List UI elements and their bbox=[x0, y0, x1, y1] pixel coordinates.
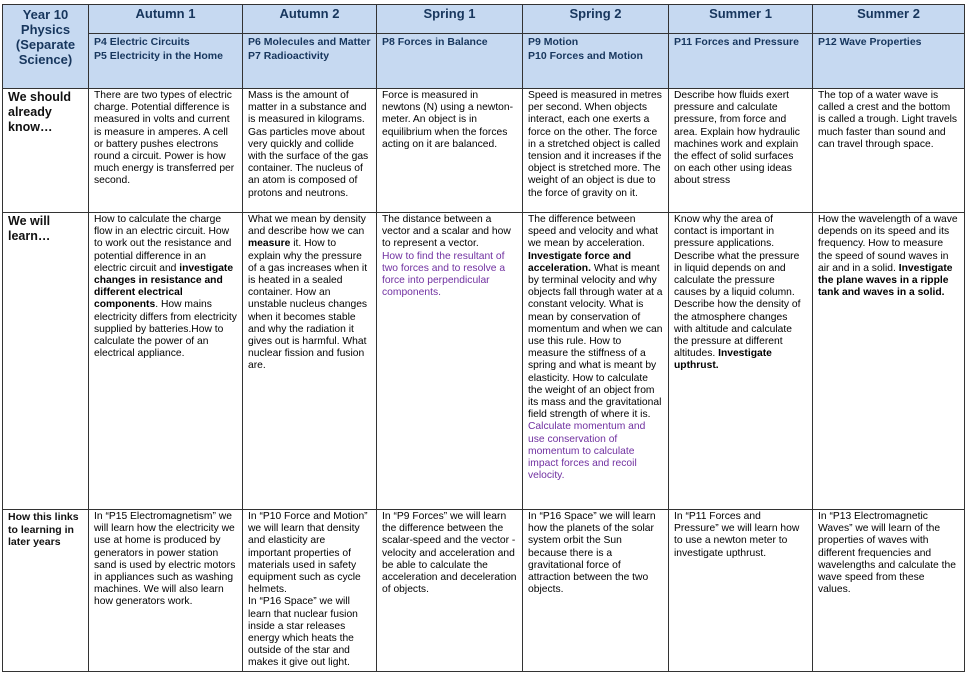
learn-text: The distance between a vector and a scalar and how to represent a vector. bbox=[382, 214, 511, 250]
topics-spring-1 bbox=[377, 34, 523, 89]
learn-text: The difference between speed and velocity and what we mean by acceleration. bbox=[528, 214, 658, 250]
know-cell: Force is measured in newtons (N) using a newton-meter. An object is in equilibrium when the forces acting on it are balanced. bbox=[377, 89, 523, 213]
curriculum-table bbox=[2, 4, 965, 672]
practical-text: Investigate upthrust. bbox=[674, 348, 772, 372]
learn-text: Know why the area of contact is important in pressure applications. Describe what the pressure in liquid depends on and calculate the pressure causes by a liquid column. Describe how the density of the atmosphere changes with altitude and calculate the pressure at different altitudes. bbox=[674, 214, 801, 360]
topics-summer-1 bbox=[669, 34, 813, 89]
learn-text: How the wavelength of a wave depends on its speed and its frequency. How to measure the speed of sound waves in air and in a solid. bbox=[818, 214, 958, 274]
term-autumn-1: Autumn 1 bbox=[89, 5, 243, 34]
learn-cell bbox=[243, 213, 377, 510]
links-text: In “P16 Space” we will learn that nuclear fusion inside a star releases energy which heats the outside of the star and makes it give out light. bbox=[248, 596, 358, 669]
row-label-learn: We will learn… bbox=[3, 213, 89, 510]
links-cell bbox=[243, 510, 377, 672]
term-spring-2: Spring 2 bbox=[523, 5, 669, 34]
links-cell: In “P11 Forces and Pressure” we will learn how to use a newton meter to investigate upthrust. bbox=[669, 510, 813, 672]
links-row bbox=[3, 510, 965, 672]
practical-text: measure bbox=[248, 238, 291, 250]
row-label-links: How this links to learning in later years bbox=[3, 510, 89, 672]
topic-label: P7 Radioactivity bbox=[248, 50, 330, 62]
links-cell: In “P15 Electromagnetism” we will learn how the electricity we use at home is produced by generators in power station sand is used by electric motors in appliances such as washing machines. We will also learn how generators work. bbox=[89, 510, 243, 672]
topic-label: P5 Electricity in the Home bbox=[94, 50, 223, 62]
topic-label: P8 Forces in Balance bbox=[382, 36, 488, 48]
topics-autumn-1 bbox=[89, 34, 243, 89]
topic-label: P6 Molecules and Matter bbox=[248, 36, 371, 48]
learn-cell bbox=[89, 213, 243, 510]
term-summer-1: Summer 1 bbox=[669, 5, 813, 34]
practical-text: Investigate the plane waves in a ripple tank and waves in a solid. bbox=[818, 262, 953, 299]
term-spring-1: Spring 1 bbox=[377, 5, 523, 34]
extension-text: How to find the resultant of two forces and to resolve a force into perpendicular components. bbox=[382, 250, 506, 299]
topics-spring-2 bbox=[523, 34, 669, 89]
learn-text: How to calculate the charge flow in an electric circuit. How to work out the resistance and potential difference in an electric circuit and bbox=[94, 214, 232, 274]
practical-text: investigate changes in resistance and different electrical components bbox=[94, 262, 234, 311]
links-cell: In “P16 Space” we will learn how the planets of the solar system orbit the Sun because there is a gravitational force of attraction between the two objects. bbox=[523, 510, 669, 672]
learn-cell bbox=[523, 213, 669, 510]
topic-label: P4 Electric Circuits bbox=[94, 36, 190, 48]
links-text: In “P10 Force and Motion” we will learn that density and elasticity are important properties of materials used in safety equipment such as cycle helmets. bbox=[248, 511, 368, 596]
topics-summer-2 bbox=[813, 34, 965, 89]
topic-label: P12 Wave Properties bbox=[818, 36, 922, 48]
term-header-row bbox=[3, 5, 965, 34]
links-cell: In “P13 Electromagnetic Waves” we will learn of the properties of waves with different frequencies and wavelengths and calculate the wave speed from these values. bbox=[813, 510, 965, 672]
learn-cell bbox=[669, 213, 813, 510]
practical-text: Investigate force and acceleration. bbox=[528, 250, 631, 274]
topic-label: P9 Motion bbox=[528, 36, 579, 48]
term-summer-2: Summer 2 bbox=[813, 5, 965, 34]
know-cell: The top of a water wave is called a crest and the bottom is called a trough. Light travels much faster than sound and can travel through space. bbox=[813, 89, 965, 213]
term-autumn-2: Autumn 2 bbox=[243, 5, 377, 34]
extension-text: Calculate momentum and use conservation of momentum to calculate impact forces and recoil velocity. bbox=[528, 421, 646, 482]
know-row bbox=[3, 89, 965, 213]
learn-cell bbox=[813, 213, 965, 510]
topic-row bbox=[3, 34, 965, 89]
topics-autumn-2 bbox=[243, 34, 377, 89]
topic-label: P10 Forces and Motion bbox=[528, 50, 643, 62]
learn-text: What is meant by terminal velocity and why objects fall through water at a constant velocity. What is mean by conservation of momentum and when we can use this rule. How to measure the stiffness of a spring and what is meant by elasticity. How to calculate the weight of an object from its mass and the gravitational field strength of where it is. bbox=[528, 262, 663, 421]
learn-row bbox=[3, 213, 965, 510]
know-cell: Speed is measured in metres per second. When objects interact, each one exerts a force on the other. The force in a stretched object is called tension and it increases if the object is stretched more. The weight of an object is due to the force of gravity on it. bbox=[523, 89, 669, 213]
learn-text: What we mean by density and describe how we can bbox=[248, 214, 366, 238]
row-label-know: We should already know… bbox=[3, 89, 89, 213]
learn-text: . How mains electricity differs from electricity supplied by batteries.How to calculate the power of an electrical appliance. bbox=[94, 299, 237, 360]
learn-text: it. How to explain why the pressure of a gas increases when it is heated in a sealed container. How an unstable nucleus changes when it becomes stable and why the radiation it gives out is harmful. What nuclear fission and fusion are. bbox=[248, 238, 368, 372]
learn-cell bbox=[377, 213, 523, 510]
know-cell: Mass is the amount of matter in a substance and is measured in kilograms. Gas particles move about very quickly and collide with the surface of the gas container. The nucleus of an atom is composed of protons and neutrons. bbox=[243, 89, 377, 213]
know-cell: Describe how fluids exert pressure and calculate pressure, from force and area. Explain how hydraulic machines work and explain the effect of solid surfaces on each other using ideas about stress bbox=[669, 89, 813, 213]
topic-label: P11 Forces and Pressure bbox=[674, 36, 799, 48]
know-cell: There are two types of electric charge. Potential difference is measured in volts and current is measure in amperes. A cell or battery pushes electrons round a circuit. Power is how much energy is transferred per second. bbox=[89, 89, 243, 213]
links-cell: In “P9 Forces” we will learn the difference between the scalar-speed and the vector -velocity and acceleration and be able to calculate the acceleration and deceleration of objects. bbox=[377, 510, 523, 672]
corner-title: Year 10 Physics (Separate Science) bbox=[3, 5, 89, 89]
